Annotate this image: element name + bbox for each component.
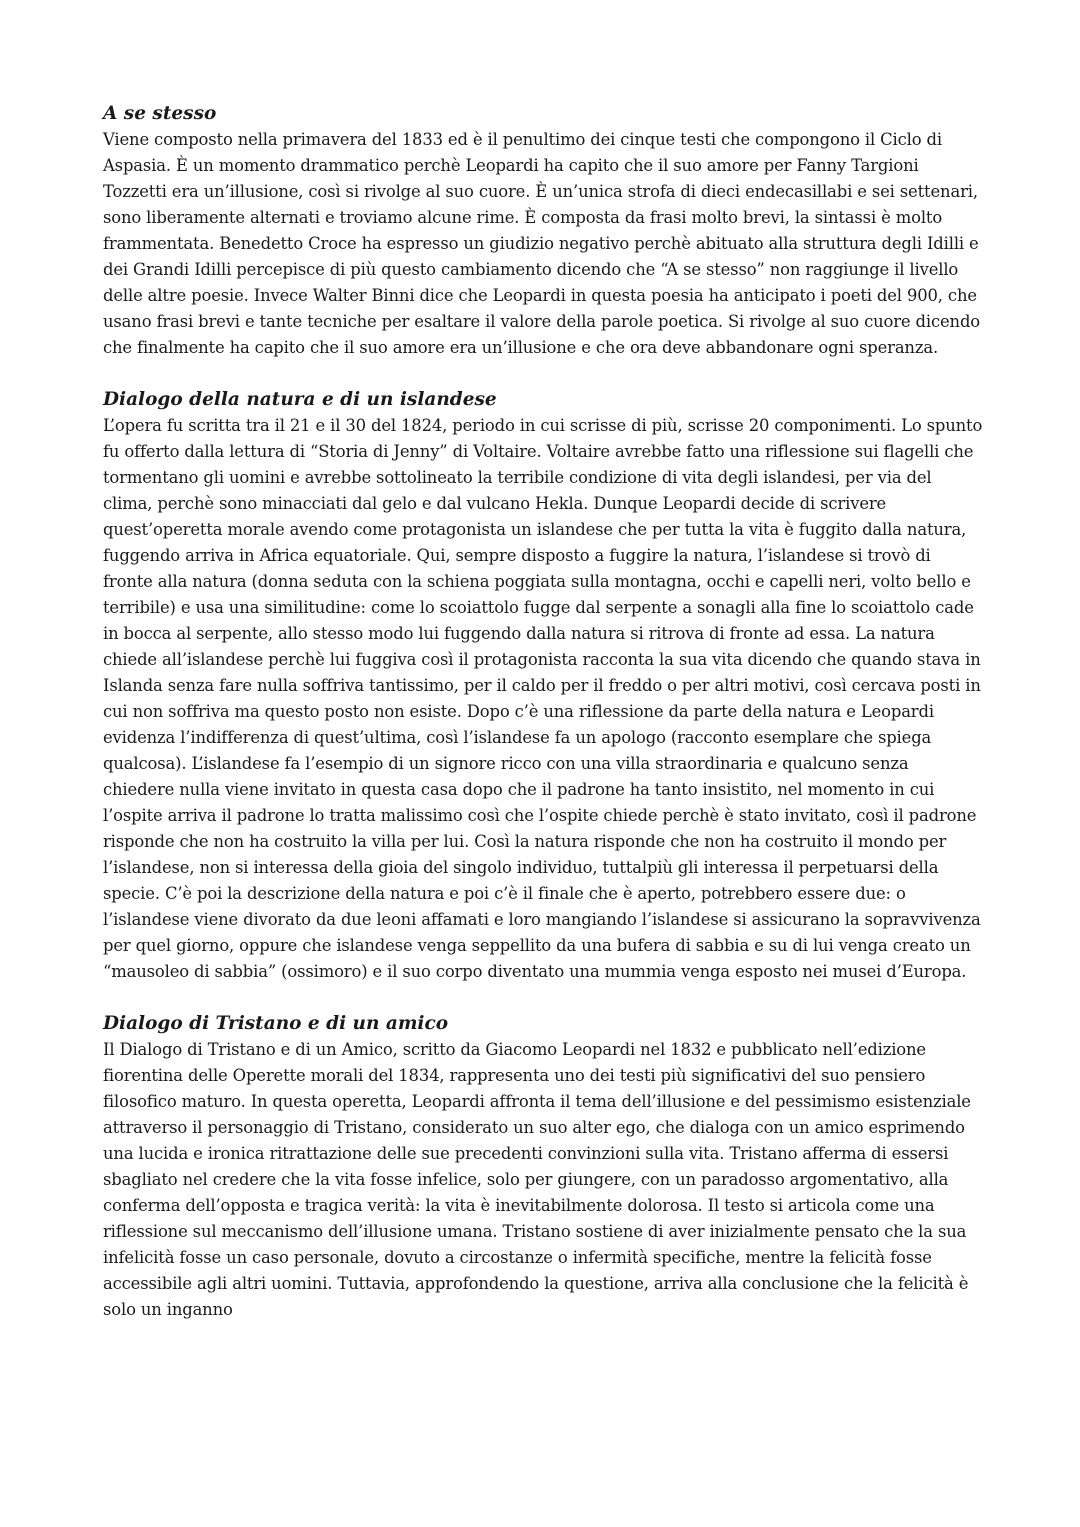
section-a-se-stesso (103, 101, 983, 361)
document-page (103, 101, 983, 1349)
section-body: L’opera fu scritta tra il 21 e il 30 del 1824, periodo in cui scrisse di più, scrisse 20 componimenti. Lo spunto fu offerto dalla lettura di “Storia di Jenny” di Voltaire. Voltaire avrebbe fatto una riflessione sui flagelli che tormentano gli uomini e avrebbe sottolineato la terribile condizione di vita degli islandesi, per via del clima, perchè sono minacciati dal gelo e dal vulcano Hekla. Dunque Leopardi decide di scrivere quest’operetta morale avendo come protagonista un islandese che per tutta la vita è fuggito dalla natura, fuggendo arriva in Africa equatoriale. Qui, sempre disposto a fuggire la natura, l’islandese si trovò di fronte alla natura (donna seduta con la schiena poggiata sulla montagna, occhi e capelli neri, volto bello e terribile) e usa una similitudine: come lo scoiattolo fugge dal serpente a sonagli alla fine lo scoiattolo cade in bocca al serpente, allo stesso modo lui fuggendo dalla natura si ritrova di fronte ad essa. La natura chiede all’islandese perchè lui fuggiva così il protagonista racconta la sua vita dicendo che quando stava in Islanda senza fare nulla soffriva tantissimo, per il caldo per il freddo o per altri motivi, così cercava posti in cui non soffriva ma questo posto non esiste. Dopo c’è una riflessione da parte della natura e Leopardi evidenza l’indifferenza di quest’ultima, così l’islandese fa un apologo (racconto esemplare che spiega qualcosa). L’islandese fa l’esempio di un signore ricco con una villa straordinaria e qualcuno senza chiedere nulla viene invitato in questa casa dopo che il padrone ha tanto insistito, nel momento in cui l’ospite arriva il padrone lo tratta malissimo così che l’ospite chiede perchè è stato invitato, così il padrone risponde che non ha costruito la villa per lui. Così la natura risponde che non ha costruito il mondo per l’islandese, non si interessa della gioia del singolo individuo, tuttalpiù gli interessa il perpetuarsi della specie. C’è poi la descrizione della natura e poi c’è il finale che è aperto, potrebbero essere due: o l’islandese viene divorato da due leoni affamati e loro mangiando l’islandese si assicurano la sopravvivenza per quel giorno, oppure che islandese venga seppellito da una bufera di sabbia e su di lui venga creato un “mausoleo di sabbia” (ossimoro) e il suo corpo diventato una mummia venga esposto nei musei d’Europa. (103, 416, 983, 981)
section-title: A se stesso (103, 103, 217, 124)
section-dialogo-tristano-amico (103, 1011, 983, 1323)
section-body: Viene composto nella primavera del 1833 ed è il penultimo dei cinque testi che compongono il Ciclo di Aspasia. È un momento drammatico perchè Leopardi ha capito che il suo amore per Fanny Targioni Tozzetti era un’illusione, così si rivolge al suo cuore. È un’unica strofa di dieci endecasillabi e sei settenari, sono liberamente alternati e troviamo alcune rime. È composta da frasi molto brevi, la sintassi è molto frammentata. Benedetto Croce ha espresso un giudizio negativo perchè abituato alla struttura degli Idilli e dei Grandi Idilli percepisce di più questo cambiamento dicendo che “A se stesso” non raggiunge il livello delle altre poesie. Invece Walter Binni dice che Leopardi in questa poesia ha anticipato i poeti del 900, che usano frasi brevi e tante tecniche per esaltare il valore della parole poetica. Si rivolge al suo cuore dicendo che finalmente ha capito che il suo amore era un’illusione e che ora deve abbandonare ogni speranza. (103, 130, 981, 357)
section-dialogo-natura-islandese (103, 387, 983, 985)
section-title: Dialogo della natura e di un islandese (103, 389, 497, 410)
section-body: Il Dialogo di Tristano e di un Amico, scritto da Giacomo Leopardi nel 1832 e pubblicato nell’edizione fiorentina delle Operette morali del 1834, rappresenta uno dei testi più significativi del suo pensiero filosofico maturo. In questa operetta, Leopardi affronta il tema dell’illusione e del pessimismo esistenziale attraverso il personaggio di Tristano, considerato un suo alter ego, che dialoga con un amico esprimendo una lucida e ironica ritrattazione delle sue precedenti convinzioni sulla vita. Tristano afferma di essersi sbagliato nel credere che la vita fosse infelice, solo per giungere, con un paradosso argomentativo, alla conferma dell’opposta e tragica verità: la vita è inevitabilmente dolorosa. Il testo si articola come una riflessione sul meccanismo dell’illusione umana. Tristano sostiene di aver inizialmente pensato che la sua infelicità fosse un caso personale, dovuto a circostanze o infermità specifiche, mentre la felicità fosse accessibile agli altri uomini. Tuttavia, approfondendo la questione, arriva alla conclusione che la felicità è solo un inganno (103, 1040, 971, 1319)
section-title: Dialogo di Tristano e di un amico (103, 1013, 449, 1034)
